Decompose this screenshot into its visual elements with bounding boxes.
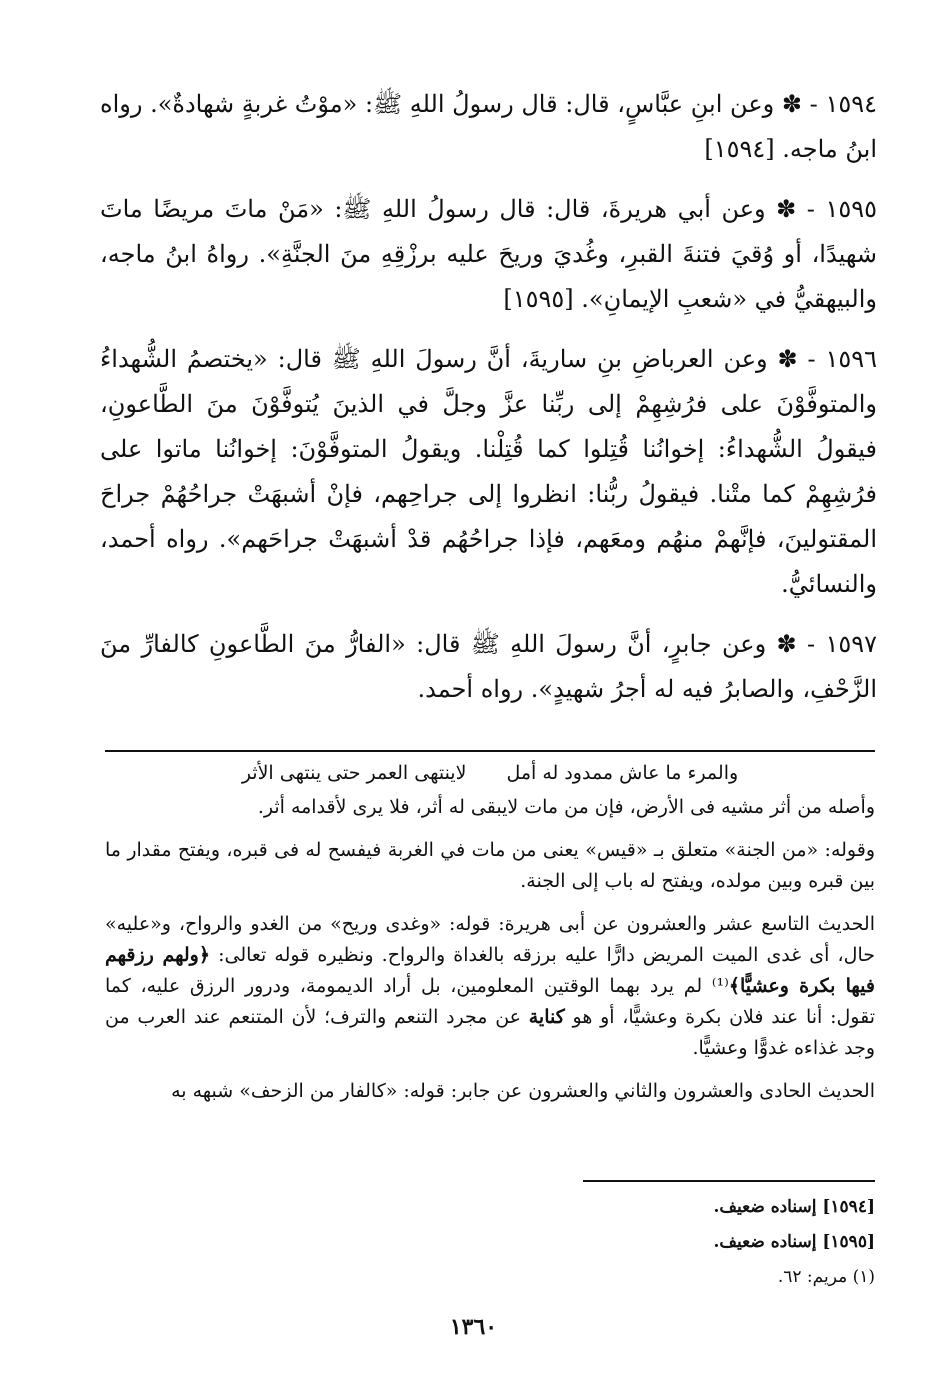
quran-quote: ﴿ولهم رزقهم فيها بكرة وعشيًّا﴾ [105, 944, 875, 997]
footnote-1594: [١٥٩٤] إسناده ضعيف. [713, 1197, 875, 1217]
verse-second-hemistich: لاينتهى العمر حتى ينتهى الأثر [241, 762, 467, 784]
hadith-1597: ١٥٩٧ - ✽ وعن جابرٍ، أنَّ رسولَ اللهِ ﷺ قال: «الفارُّ منَ الطَّاعونِ كالفارِّ منَ الزَّحْفِ، والصابرُ فيه له أجرُ شهيدٍ». رواه أحمد. [100, 630, 877, 703]
poetry-verse [105, 758, 875, 788]
hadith-1596: ١٥٩٦ - ✽ وعن العرباضِ بنِ ساريةَ، أنَّ رسولَ اللهِ ﷺ قال: «يختصمُ الشُّهداءُ والمتوفَّوْنَ على فرُشِهِمْ إلى ربِّنا عزَّ وجلَّ في الذينَ يُتوفَّوْنَ منَ الطَّاعونِ، فيقولُ الشُّهداءُ: إخوانُنا قُتِلوا كما قُتِلْنا. ويقولُ المتوفَّوْنَ: إخوانُنا ماتوا على فرُشِهِمْ كما متْنا. فيقولُ ربُّنا: انظروا إلى جراحِهم، فإنْ أشبهَتْ جراحُهُمْ جراحَ المقتولينَ، فإنَّهمْ منهُم ومعَهم، فإذا جراحُهُم قدْ أشبهَتْ جراحَهم». رواه أحمد، والنسائيُّ. [100, 345, 877, 598]
commentary-p3-part-b: ⁽¹⁾ لم يرد بهما الوقتين المعلومين، بل أراد الديمومة، ودرور الرزق عليه، كما تقول: أنا عند فلان بكرة وعشيًّا، أو هو [105, 975, 875, 1028]
commentary-paragraph-1: وأصله من أثر مشيه فى الأرض، فإن من مات لايبقى له أثر، فلا يرى لأقدامه أثر. [257, 796, 875, 818]
footnote-1595: [١٥٩٥] إسناده ضعيف. [713, 1232, 875, 1252]
commentary-paragraph-4: الحديث الحادى والعشرون والثاني والعشرون عن جابر: قوله: «كالفار من الزحف» شبهه به [171, 1080, 875, 1102]
footnotes [555, 1190, 875, 1295]
page-number: ١٣٦٠ [449, 1314, 498, 1340]
hadith-1594: ١٥٩٤ - ✽ وعن ابنِ عبَّاسٍ، قال: قال رسولُ اللهِ ﷺ: «موْتُ غربةٍ شهادةٌ». رواه ابنُ ماجه. [١٥٩٤] [100, 90, 877, 163]
footnote-quran-ref: (١) مريم: ٦٢. [777, 1267, 875, 1287]
commentary-section [105, 758, 875, 1119]
commentary-paragraph-3 [105, 909, 875, 1064]
main-divider [105, 750, 875, 752]
hadith-section [100, 82, 877, 727]
commentary-p3-part-c: عن مجرد التنعم والترف؛ لأن المتنعم عند العرب من وجد غذاءه غدوًّا وعشيًّا. [105, 1006, 875, 1059]
footnote-divider [583, 1180, 875, 1182]
kinaya-term: كناية [528, 1006, 565, 1028]
hadith-1595: ١٥٩٥ - ✽ وعن أبي هريرةَ، قال: قال رسولُ اللهِ ﷺ: «مَنْ ماتَ مريضًا ماتَ شهيدًا، أو وُقيَ فتنةَ القبرِ، وغُديَ وريحَ عليه برزْقِهِ منَ الجنَّةِ». رواهُ ابنُ ماجه، والبيهقيُّ في «شعبِ الإيمانِ». [١٥٩٥] [100, 195, 877, 313]
commentary-p3-part-a: الحديث التاسع عشر والعشرون عن أبى هريرة: قوله: «وغدى وريح» من الغدو والرواح، و«عليه» حال، أى غدى الميت المريض دارًّا عليه برزقه بالغداة والرواح. ونظيره قوله تعالى: [105, 913, 875, 966]
commentary-paragraph-2: وقوله: «من الجنة» متعلق بـ «قيس» يعنى من مات في الغربة فيفسح له فى قبره، ويفتح مقدار ما بين قبره وبين مولده، ويفتح له باب إلى الجنة. [105, 839, 875, 892]
verse-first-hemistich: والمرء ما عاش ممدود له أمل [506, 762, 739, 784]
